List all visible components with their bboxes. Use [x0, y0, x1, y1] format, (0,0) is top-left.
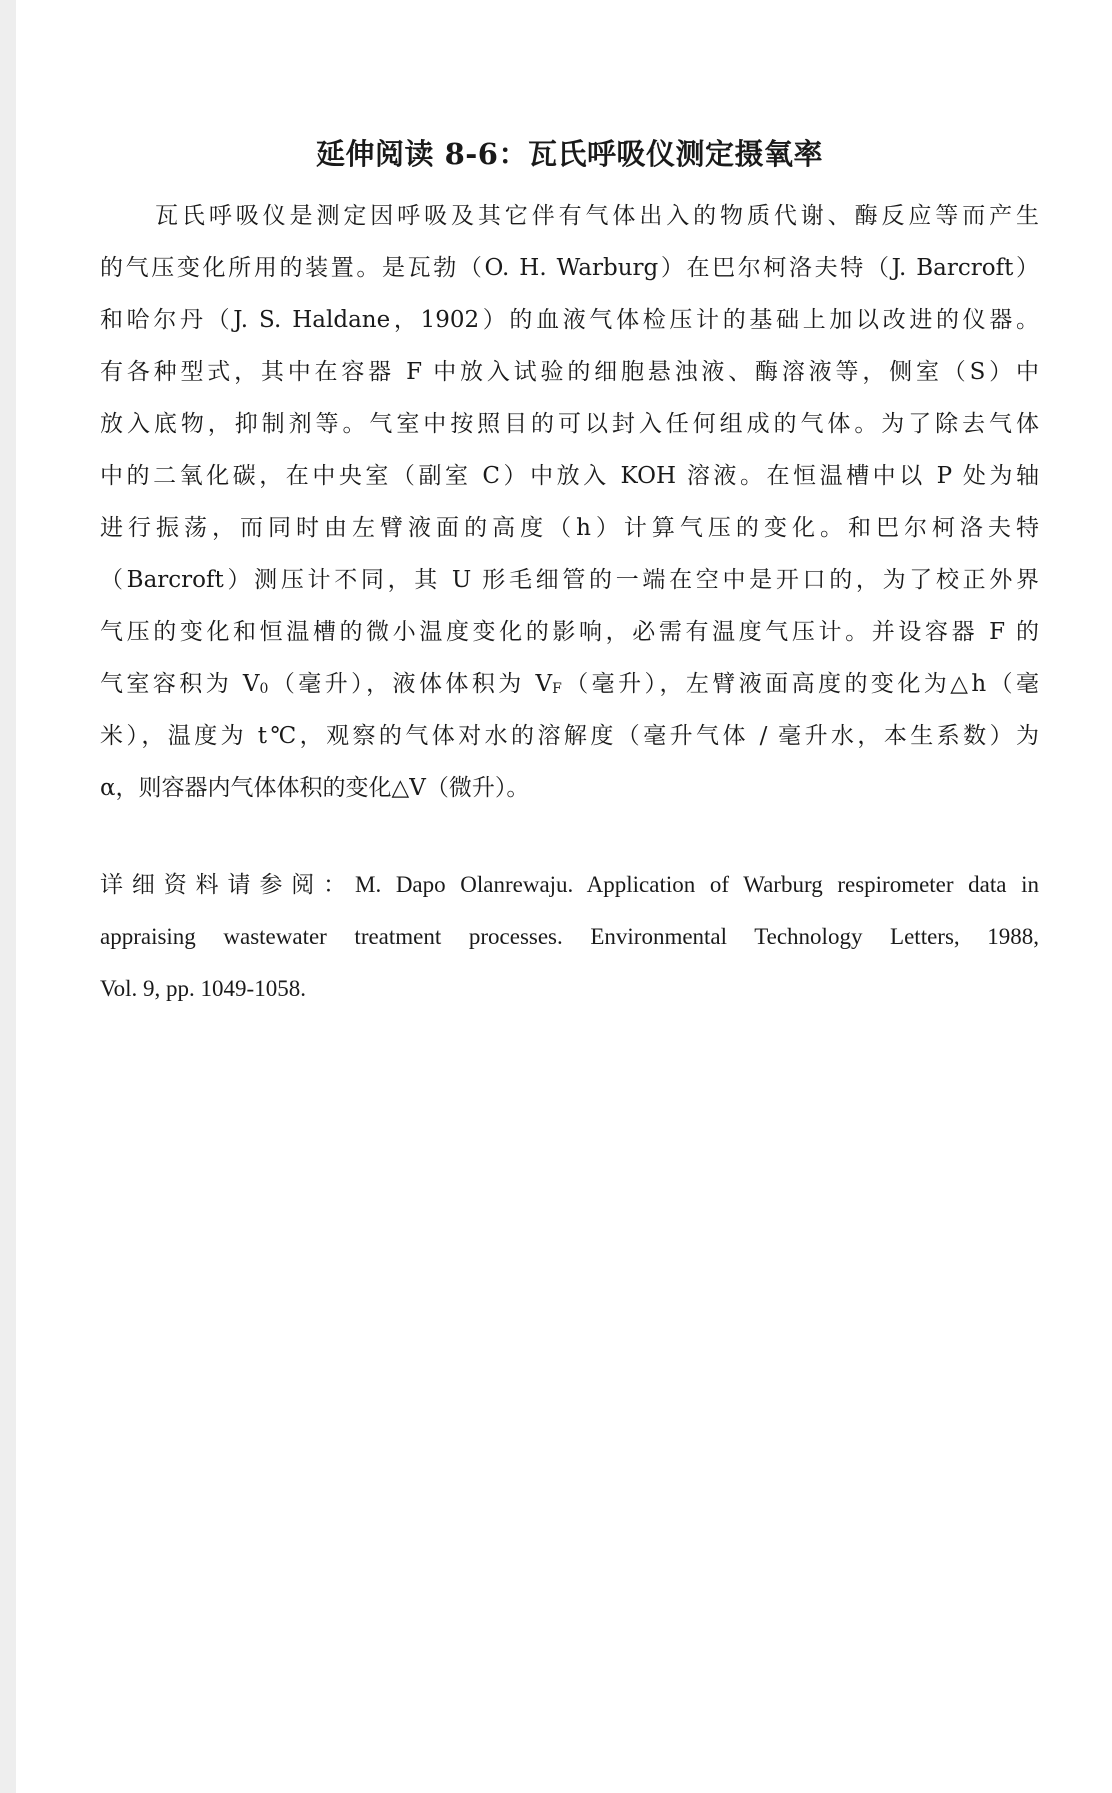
paragraph-line: 的气压变化所用的装置。是瓦勃（O. H. Warburg）在巴尔柯洛夫特（J. Barcroft）: [100, 255, 1039, 281]
paragraph-line: [100, 658, 1039, 710]
subscript-f: F: [552, 681, 562, 697]
paragraph-line: 瓦氏呼吸仪是测定因呼吸及其它伴有气体出入的物质代谢、酶反应等而产生: [155, 203, 1039, 229]
reference-paragraph: [100, 859, 1039, 1015]
line-text: （毫升），液体体积为 V: [268, 671, 553, 697]
left-margin-strip: [0, 0, 16, 1793]
reference-line: Vol. 9, pp. 1049-1058.: [100, 976, 306, 1001]
paragraph-line: α，则容器内气体体积的变化△V（微升）。: [100, 775, 530, 801]
paragraph-line: 有各种型式，其中在容器 F 中放入试验的细胞悬浊液、酶溶液等，侧室（S）中: [100, 359, 1039, 385]
document-content: [100, 126, 1039, 1015]
line-text: （毫升），左臂液面高度的变化为△h（毫: [561, 671, 1039, 697]
document-page: [16, 0, 1112, 1793]
paragraph-line: 和哈尔丹（J. S. Haldane，1902）的血液气体检压计的基础上加以改进的仪器。: [100, 307, 1039, 333]
paragraph-line: 气压的变化和恒温槽的微小温度变化的影响，必需有温度气压计。并设容器 F 的: [100, 619, 1039, 645]
line-text: 气室容积为 V: [100, 671, 260, 697]
reference-line: appraising wastewater treatment processes. Environmental Technology Letters, 1988,: [100, 924, 1039, 949]
document-title: 延伸阅读 8-6：瓦氏呼吸仪测定摄氧率: [316, 137, 823, 171]
paragraph-line: 中的二氧化碳，在中央室（副室 C）中放入 KOH 溶液。在恒温槽中以 P 处为轴: [100, 463, 1039, 489]
paragraph-line: 放入底物，抑制剂等。气室中按照目的可以封入任何组成的气体。为了除去气体: [100, 411, 1039, 437]
paragraph-line: （Barcroft）测压计不同，其 U 形毛细管的一端在空中是开口的，为了校正外界: [100, 567, 1039, 593]
paragraph-line: 米），温度为 t℃，观察的气体对水的溶解度（毫升气体 / 毫升水，本生系数）为: [100, 723, 1039, 749]
body-paragraph: [100, 190, 1039, 814]
reference-line: 详细资料请参阅：M. Dapo Olanrewaju. Application of Warburg respirometer data in: [100, 872, 1039, 897]
paragraph-line: 进行振荡，而同时由左臂液面的高度（h）计算气压的变化。和巴尔柯洛夫特: [100, 515, 1039, 541]
subscript-zero: 0: [259, 681, 269, 697]
